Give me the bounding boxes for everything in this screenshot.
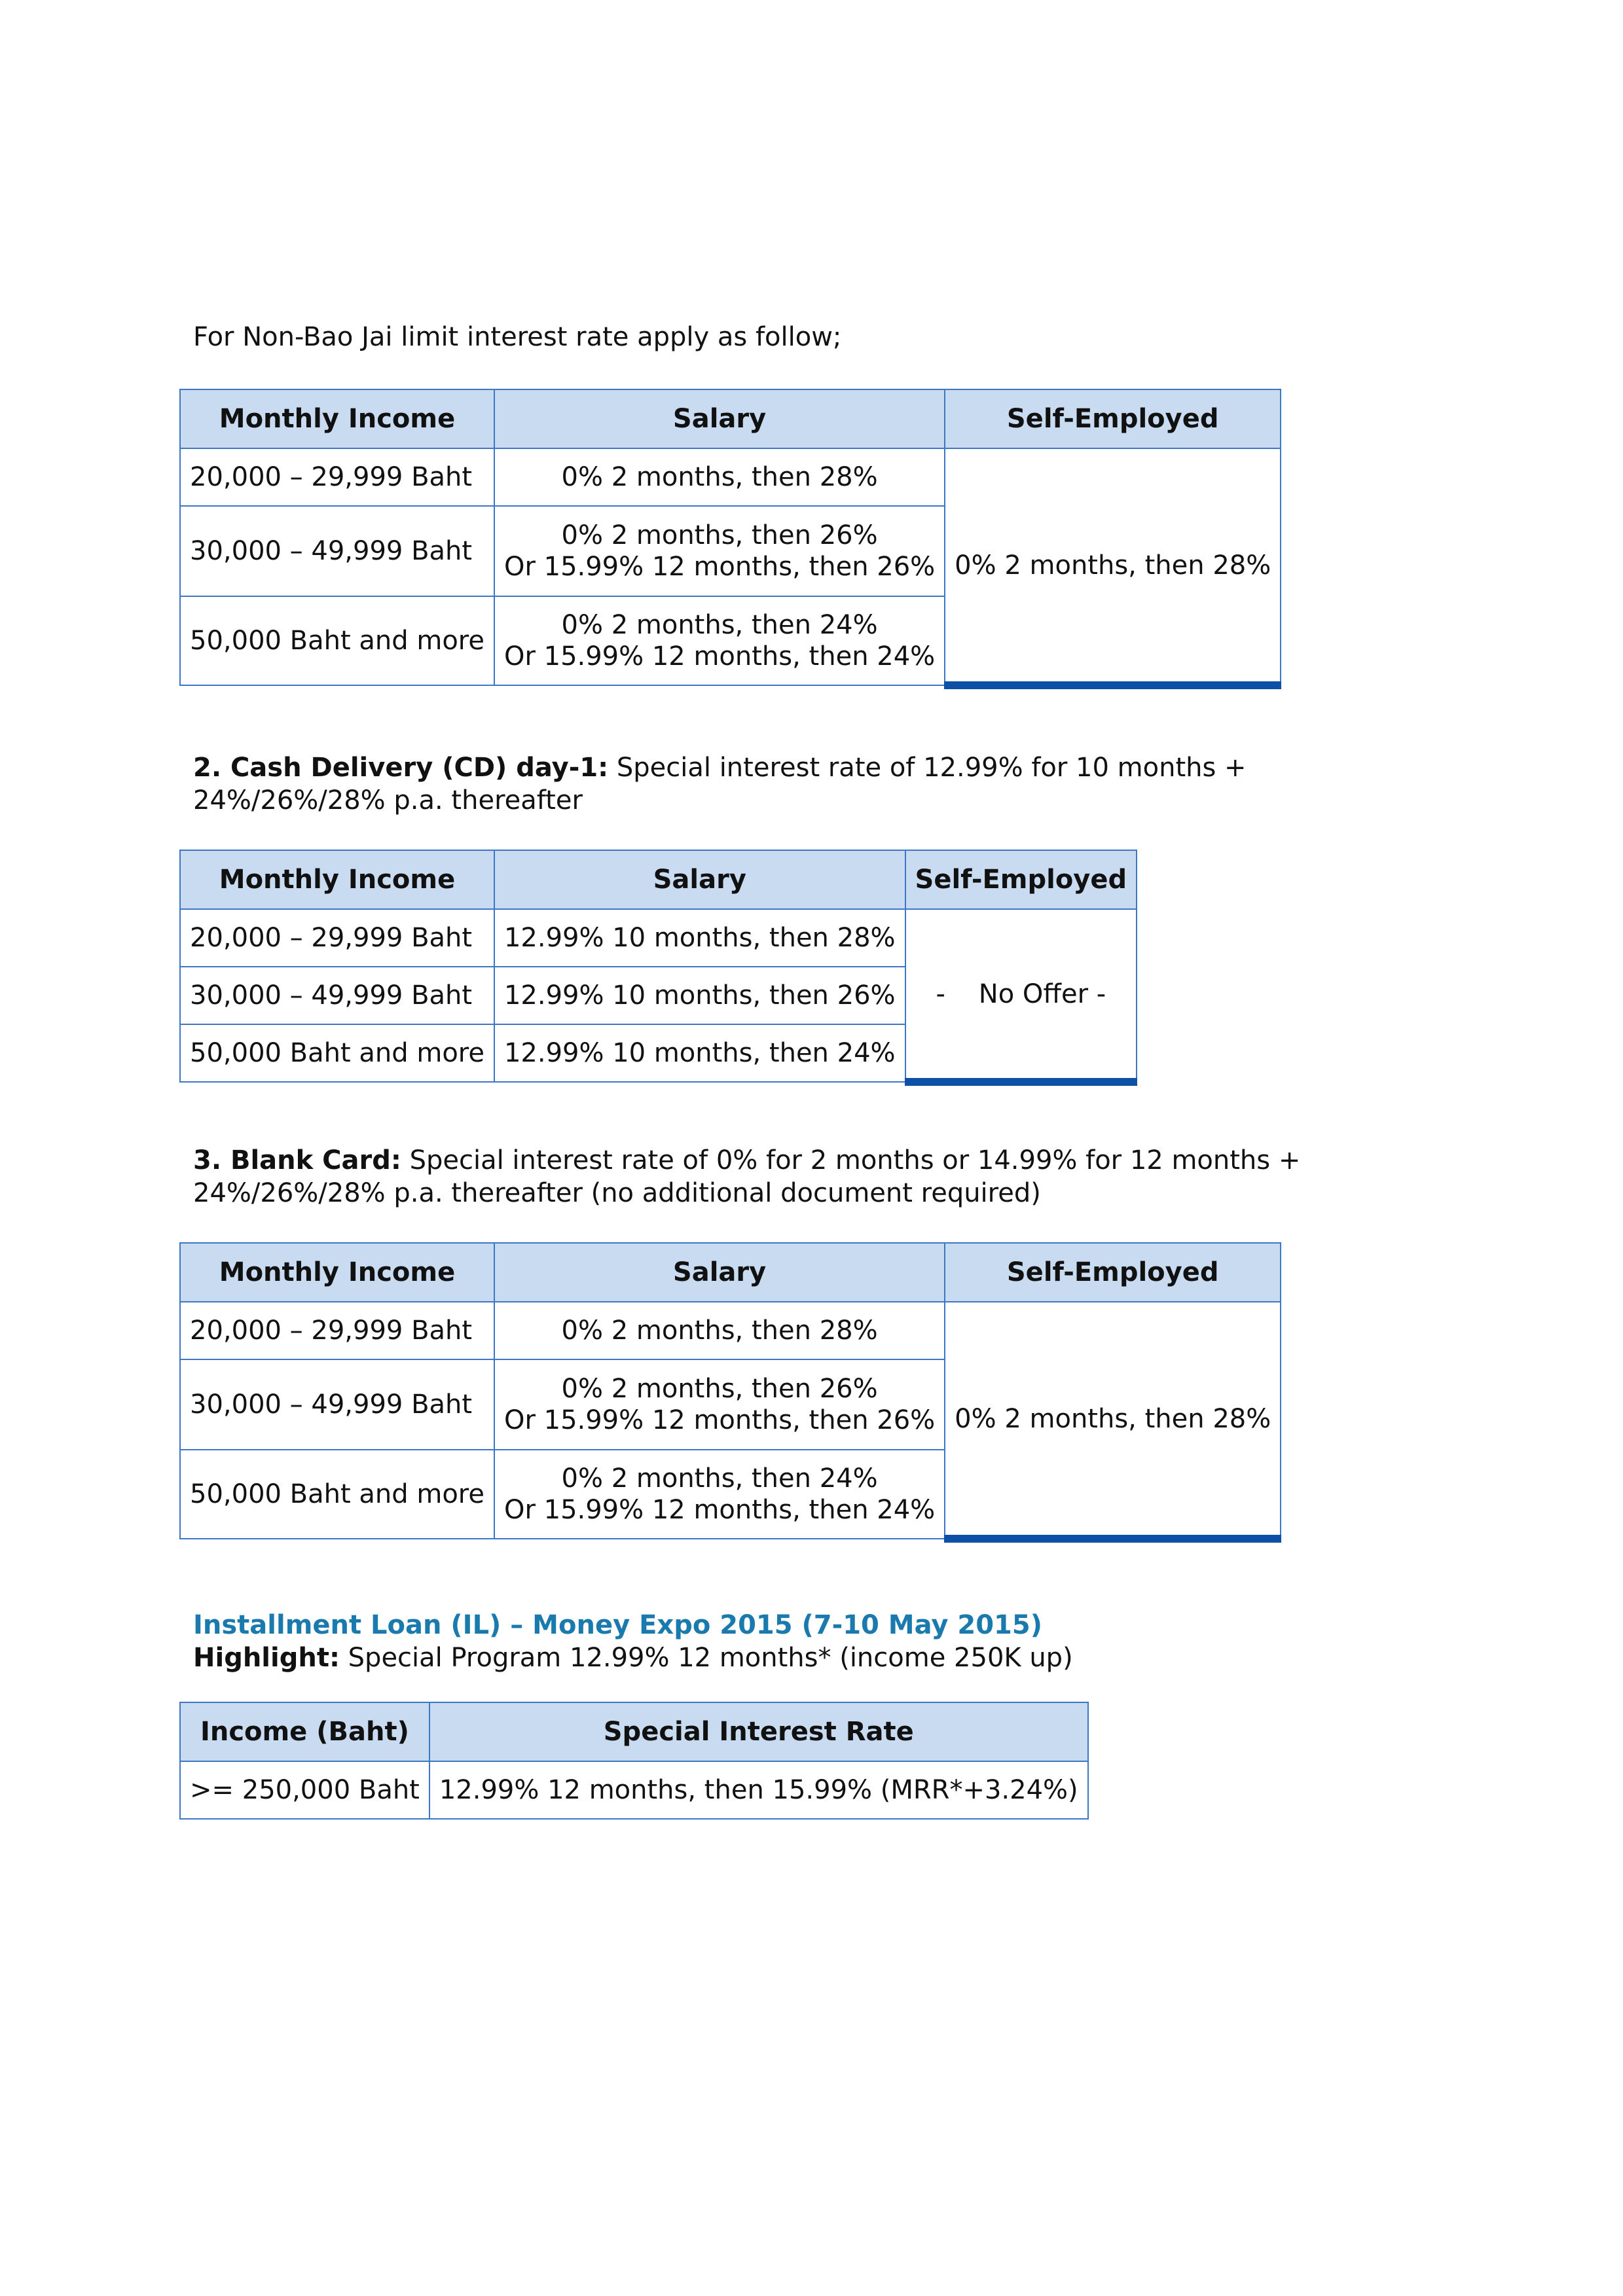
header-income: Income (Baht) (180, 1702, 429, 1761)
installment-loan-heading: Installment Loan (IL) – Money Expo 2015 (7-10 May 2015) (193, 1610, 1042, 1640)
self-employed-cell: - No Offer - (905, 909, 1137, 1082)
salary-line: 0% 2 months, then 26% (561, 1374, 878, 1404)
section-2-description: Special interest rate of 12.99% for 10 months + 24%/26%/28% p.a. thereafter (193, 753, 1255, 816)
salary-line: 0% 2 months, then 26% (561, 520, 878, 550)
income-cell: 20,000 – 29,999 Baht (180, 1302, 494, 1359)
income-cell: >= 250,000 Baht (180, 1761, 429, 1819)
income-cell: 20,000 – 29,999 Baht (180, 448, 494, 506)
header-self-employed: Self-Employed (945, 1243, 1281, 1302)
section-3-description: Special interest rate of 0% for 2 months or 14.99% for 12 months + 24%/26%/28% p.a. thereafter (no additional document required) (193, 1145, 1309, 1208)
installment-loan-rate-table (179, 1702, 1089, 1820)
income-cell: 30,000 – 49,999 Baht (180, 967, 494, 1024)
rate-cell: 12.99% 12 months, then 15.99% (MRR*+3.24%) (429, 1761, 1088, 1819)
header-salary: Salary (494, 389, 945, 448)
highlight-text: Special Program 12.99% 12 months* (income 250K up) (339, 1643, 1073, 1673)
salary-cell (494, 506, 945, 596)
salary-line-alt: Or 15.99% 12 months, then 26% (503, 1405, 936, 1435)
header-monthly-income: Monthly Income (180, 389, 494, 448)
table-row (180, 448, 1281, 506)
table-row (180, 909, 1137, 967)
table-header-row (180, 850, 1137, 909)
header-monthly-income: Monthly Income (180, 850, 494, 909)
header-self-employed: Self-Employed (945, 389, 1281, 448)
salary-line: 0% 2 months, then 24% (561, 610, 878, 640)
salary-cell: 12.99% 10 months, then 24% (494, 1024, 905, 1082)
income-cell: 50,000 Baht and more (180, 1450, 494, 1539)
non-bao-jai-rate-table (179, 389, 1281, 689)
income-cell: 50,000 Baht and more (180, 596, 494, 685)
salary-cell (494, 1359, 945, 1450)
installment-highlight (193, 1641, 1073, 1674)
header-special-interest-rate: Special Interest Rate (429, 1702, 1088, 1761)
intro-text: For Non-Bao Jai limit interest rate apply as follow; (193, 322, 842, 352)
salary-line-alt: Or 15.99% 12 months, then 24% (503, 641, 936, 672)
salary-cell (494, 448, 945, 506)
cash-delivery-rate-table (179, 850, 1137, 1086)
blank-card-rate-table (179, 1242, 1281, 1543)
salary-line-alt: Or 15.99% 12 months, then 24% (503, 1495, 936, 1525)
table-header-row (180, 1702, 1088, 1761)
header-monthly-income: Monthly Income (180, 1243, 494, 1302)
self-employed-cell: 0% 2 months, then 28% (945, 1302, 1281, 1539)
table-row (180, 1302, 1281, 1359)
highlight-label: Highlight: (193, 1643, 340, 1673)
salary-cell (494, 1450, 945, 1539)
salary-line: 0% 2 months, then 28% (561, 462, 878, 492)
income-cell: 30,000 – 49,999 Baht (180, 506, 494, 596)
section-3-text (193, 1144, 1437, 1210)
table-row (180, 1761, 1088, 1819)
section-2-title: 2. Cash Delivery (CD) day-1: (193, 753, 609, 783)
salary-cell (494, 1302, 945, 1359)
table-header-row (180, 389, 1281, 448)
salary-cell: 12.99% 10 months, then 28% (494, 909, 905, 967)
self-employed-cell: 0% 2 months, then 28% (945, 448, 1281, 685)
income-cell: 30,000 – 49,999 Baht (180, 1359, 494, 1450)
table-header-row (180, 1243, 1281, 1302)
header-self-employed: Self-Employed (905, 850, 1137, 909)
header-salary: Salary (494, 850, 905, 909)
section-3-title: 3. Blank Card: (193, 1145, 401, 1175)
salary-line: 0% 2 months, then 24% (561, 1463, 878, 1494)
salary-cell: 12.99% 10 months, then 26% (494, 967, 905, 1024)
income-cell: 20,000 – 29,999 Baht (180, 909, 494, 967)
header-salary: Salary (494, 1243, 945, 1302)
salary-cell (494, 596, 945, 685)
income-cell: 50,000 Baht and more (180, 1024, 494, 1082)
salary-line: 0% 2 months, then 28% (561, 1316, 878, 1346)
salary-line-alt: Or 15.99% 12 months, then 26% (503, 552, 936, 582)
section-2-text (193, 751, 1437, 817)
